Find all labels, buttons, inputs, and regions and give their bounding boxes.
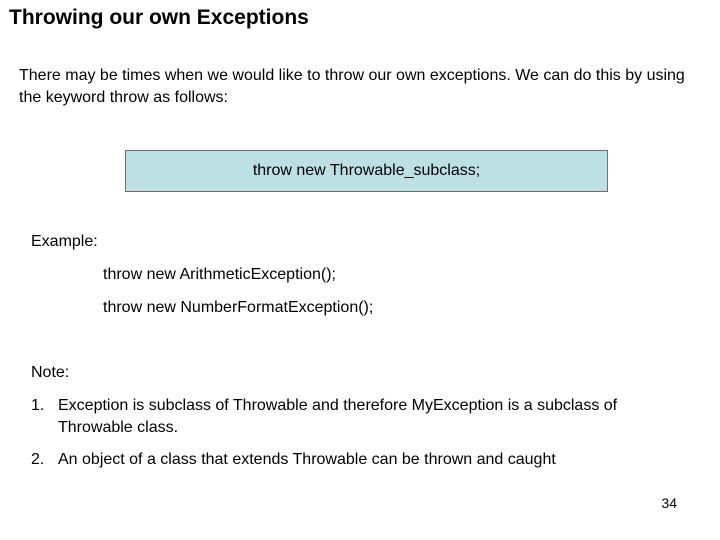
example-label: Example: (31, 233, 98, 250)
note-text: Exception is subclass of Throwable and therefore MyException is a subclass of Throwable class. (58, 397, 618, 436)
code-box (125, 150, 608, 192)
note-item-1 (31, 395, 691, 439)
note-label: Note: (31, 364, 70, 381)
note-number: 1. (31, 397, 45, 414)
slide-title: Throwing our own Exceptions (9, 6, 309, 29)
page-number: 34 (661, 495, 677, 511)
note-item-2 (31, 449, 691, 471)
example-line-1: throw new ArithmeticException(); (103, 266, 336, 283)
note-text: An object of a class that extends Throwable can be thrown and caught (58, 451, 556, 468)
note-number: 2. (31, 451, 45, 468)
intro-paragraph: There may be times when we would like to throw our own exceptions. We can do this by using the keyword throw as follows: (19, 67, 685, 106)
code-box-text: throw new Throwable_subclass; (252, 162, 481, 179)
example-line-2: throw new NumberFormatException(); (103, 299, 374, 316)
